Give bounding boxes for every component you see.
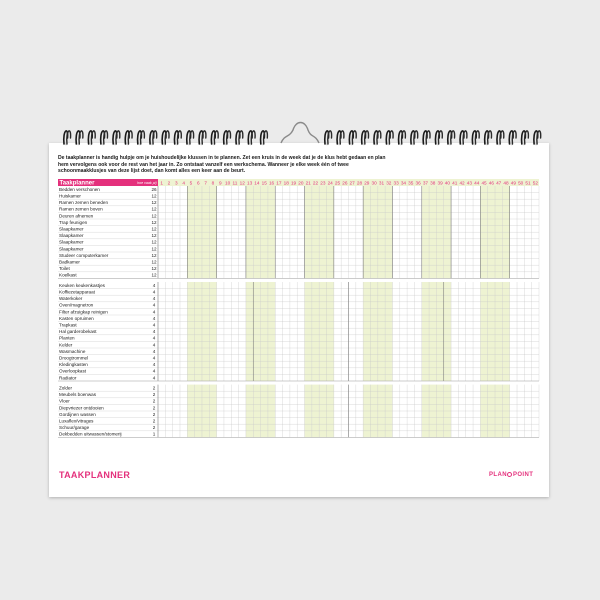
week-column-shade — [261, 282, 268, 381]
task-name: Studeer computerkamer — [59, 252, 109, 258]
binding-loop — [214, 131, 218, 144]
task-frequency: 12 — [151, 233, 157, 239]
binding-loop — [141, 131, 145, 144]
week-column-shade — [495, 282, 502, 381]
binding-loop — [426, 131, 430, 144]
task-frequency: 4 — [152, 375, 156, 381]
week-number: 40 — [444, 180, 451, 186]
week-number: 51 — [525, 180, 531, 186]
week-number: 39 — [437, 180, 443, 186]
task-frequency: 12 — [151, 193, 157, 199]
task-frequency: 12 — [151, 219, 157, 225]
week-column-shade — [305, 282, 312, 381]
task-name: Ramen zemen beneden — [59, 200, 109, 206]
task-name: Planten — [59, 335, 75, 341]
logo-ring-icon — [507, 472, 512, 477]
week-number: 47 — [496, 180, 502, 186]
week-column-shade — [187, 282, 194, 381]
week-number: 43 — [466, 180, 473, 186]
task-name: Kelder — [59, 342, 73, 348]
binding-loop — [202, 131, 206, 144]
logo-text-right: POINT — [512, 472, 534, 478]
task-name: Kledingkasten — [59, 362, 88, 368]
week-column-shade — [378, 282, 385, 381]
binding-loop — [500, 131, 504, 144]
week-number: 15 — [261, 180, 267, 186]
week-number: 12 — [239, 180, 245, 186]
week-number: 19 — [290, 180, 297, 186]
task-name: Oven/magnetron — [59, 302, 94, 308]
week-number: 21 — [305, 180, 311, 186]
week-number: 45 — [481, 180, 487, 186]
task-frequency: 2 — [152, 385, 156, 391]
binding-loop — [525, 131, 529, 144]
task-frequency: 2 — [152, 411, 156, 417]
task-frequency: 4 — [152, 289, 156, 295]
week-number: 44 — [474, 180, 480, 186]
task-name: Kasten opruimen — [59, 315, 94, 321]
table-header-freq-label: hoe vaak p/j — [137, 181, 157, 186]
task-name: Waterkoker — [59, 296, 83, 302]
week-number: 14 — [254, 180, 260, 186]
week-number: 36 — [415, 180, 421, 186]
binding-loop — [153, 131, 157, 144]
binding-loop — [402, 131, 406, 144]
week-number: 13 — [246, 180, 253, 186]
week-column-shade — [370, 282, 377, 381]
week-column-shade — [436, 282, 443, 381]
week-column-shade — [488, 282, 495, 381]
week-number: 29 — [364, 180, 370, 186]
task-name: Badkamer — [59, 259, 80, 265]
brand-logo — [489, 472, 533, 478]
spiral-wire-binding-icon — [49, 112, 549, 156]
task-name: Trap feunigen — [59, 219, 88, 225]
week-number: 48 — [503, 180, 509, 186]
week-number: 46 — [488, 180, 494, 186]
planner-table — [49, 143, 549, 497]
week-column-shade — [209, 282, 216, 381]
week-number: 22 — [312, 180, 319, 186]
table-header-label: Taakplanner — [59, 180, 95, 187]
task-name: Wasmachine — [59, 348, 86, 354]
week-column-shade — [312, 282, 319, 381]
task-frequency: 4 — [152, 282, 156, 288]
week-column-shade — [385, 282, 392, 381]
task-frequency: 2 — [152, 398, 156, 404]
week-number: 7 — [204, 180, 207, 186]
task-name: Slaapkamer — [59, 233, 84, 239]
binding-loop — [116, 131, 120, 144]
task-name: Keuken keukenkastjes — [59, 282, 105, 288]
week-number: 4 — [182, 180, 185, 186]
week-number: 3 — [175, 180, 178, 186]
binding-loop — [239, 131, 243, 144]
week-number: 30 — [371, 180, 377, 186]
task-name: Gordijnen wassen — [59, 411, 96, 417]
binding-loop — [352, 131, 356, 144]
week-column-shade — [422, 282, 429, 381]
task-name: Zolder — [59, 385, 73, 391]
binding-loop — [91, 131, 95, 144]
task-frequency: 12 — [151, 213, 157, 219]
week-number: 50 — [518, 180, 524, 186]
task-name: Dekbedden uitwassen/stomerij — [59, 431, 122, 437]
wire-hanger-icon — [281, 123, 319, 144]
task-name: Overloopkast — [59, 368, 87, 374]
week-number: 11 — [232, 180, 238, 186]
task-frequency: 12 — [151, 226, 157, 232]
task-frequency: 4 — [152, 335, 156, 341]
binding-loop — [365, 131, 369, 144]
task-frequency: 4 — [152, 348, 156, 354]
task-frequency: 4 — [152, 355, 156, 361]
week-number: 6 — [196, 180, 200, 186]
intro-text: De taakplanner is handig hulpje om je huishoudelijke klussen in te plannen. Zet een kruis in de week dat je de klus hebt gedaan en plan hem vervolgens ook voor de rest van het jaar in. Zo ontstaat vanzelf een werkschema. Wanneer je elke week één of twee schoonmaakklusjes van deze lijst doet, dan komt alles een keer aan de beurt. — [58, 155, 386, 175]
binding-loop — [475, 131, 479, 144]
task-name: Deuren afnemen — [59, 213, 94, 219]
task-name: Ramen zemen boven — [59, 206, 103, 212]
task-frequency: 12 — [151, 246, 157, 252]
week-column-shade — [202, 282, 209, 381]
week-number: 10 — [224, 180, 231, 186]
week-column-shade — [502, 282, 509, 381]
task-frequency: 4 — [152, 322, 156, 328]
task-frequency: 2 — [152, 425, 156, 431]
task-frequency: 12 — [151, 252, 157, 258]
task-name: Bedden verschonen — [59, 186, 100, 192]
task-name: Luxaflex/vitrages — [59, 418, 94, 424]
week-number: 31 — [378, 180, 385, 186]
binding-loop — [537, 131, 541, 144]
week-column-shade — [363, 282, 370, 381]
week-column-shade — [444, 282, 451, 381]
task-frequency: 4 — [152, 329, 156, 335]
task-name: Slaapkamer — [59, 226, 84, 232]
week-number: 27 — [349, 180, 355, 186]
week-column-shade — [246, 282, 253, 381]
binding-loop — [463, 131, 467, 144]
binding-loop — [67, 131, 71, 144]
week-number: 24 — [327, 180, 333, 186]
week-number: 1 — [160, 180, 163, 186]
binding-loop — [451, 131, 455, 144]
task-frequency: 12 — [151, 259, 157, 265]
binding-loop — [438, 131, 442, 144]
task-frequency: 4 — [152, 302, 156, 308]
week-number: 38 — [430, 180, 436, 186]
task-frequency: 4 — [152, 296, 156, 302]
week-column-shade — [195, 282, 202, 381]
task-frequency: 26 — [151, 186, 157, 192]
binding-loop — [177, 131, 181, 144]
binding-loop — [227, 131, 231, 144]
week-number: 35 — [408, 180, 414, 186]
task-frequency: 4 — [152, 362, 156, 368]
task-name: Koelkast — [59, 272, 77, 278]
task-frequency: 12 — [151, 239, 157, 245]
task-frequency: 2 — [152, 405, 156, 411]
week-number: 41 — [452, 180, 458, 186]
week-column-shade — [327, 282, 334, 381]
task-frequency: 12 — [151, 266, 157, 272]
week-number: 42 — [459, 180, 465, 186]
week-number: 49 — [510, 180, 516, 186]
week-number: 8 — [211, 180, 215, 186]
planner-page — [49, 143, 549, 497]
task-name: Droogtrommel — [59, 355, 89, 361]
week-column-shade — [480, 282, 487, 381]
week-number: 20 — [298, 180, 304, 186]
week-number: 34 — [400, 180, 407, 186]
task-name: Slaapkamer — [59, 239, 84, 245]
task-name: Trapkast — [59, 322, 77, 328]
task-name: Meubels boenwas — [59, 392, 97, 398]
logo-text-left: PLAN — [489, 472, 507, 478]
week-column-shade — [268, 282, 275, 381]
week-column-shade — [429, 282, 436, 381]
task-name: Toilet — [59, 266, 70, 272]
week-number: 52 — [532, 180, 538, 186]
week-number: 16 — [268, 180, 275, 186]
week-number: 32 — [386, 180, 392, 186]
task-name: Diepvriezer ontdooien — [59, 405, 104, 411]
binding-loop — [128, 131, 132, 144]
task-frequency: 12 — [151, 200, 157, 206]
week-number: 33 — [393, 180, 399, 186]
task-name: Koffiezetapparaat — [59, 289, 95, 295]
task-name: Vloer — [59, 398, 70, 404]
task-name: Huiskamer — [59, 193, 81, 199]
binding-loop — [389, 131, 393, 144]
task-frequency: 12 — [151, 206, 157, 212]
week-number: 26 — [342, 180, 348, 186]
binding-loop — [328, 131, 332, 144]
week-number: 17 — [276, 180, 282, 186]
task-frequency: 4 — [152, 315, 156, 321]
binding-loop — [414, 131, 418, 144]
week-number: 2 — [167, 180, 171, 186]
binding-loop — [190, 131, 194, 144]
week-number: 37 — [422, 180, 429, 186]
task-name: Radiator — [59, 375, 77, 381]
week-number: 18 — [283, 180, 289, 186]
task-name: Schuur/garage — [59, 425, 90, 431]
task-frequency: 1 — [152, 431, 156, 437]
task-name: Slaapkamer — [59, 246, 84, 252]
binding-loop — [79, 131, 83, 144]
binding-loop — [251, 131, 255, 144]
binding-loop — [104, 131, 108, 144]
week-number: 25 — [334, 180, 341, 186]
footer-title: TAAKPLANNER — [59, 470, 131, 480]
week-number: 28 — [356, 180, 363, 186]
binding-loop — [512, 131, 516, 144]
binding-loop — [264, 131, 268, 144]
week-column-shade — [319, 282, 326, 381]
binding-loop — [377, 131, 381, 144]
task-frequency: 4 — [152, 368, 156, 374]
binding-loop — [165, 131, 169, 144]
week-column-shade — [253, 282, 260, 381]
binding-loop — [340, 131, 344, 144]
week-number: 5 — [189, 180, 193, 186]
task-frequency: 2 — [152, 418, 156, 424]
task-frequency: 2 — [152, 392, 156, 398]
task-frequency: 4 — [152, 309, 156, 315]
binding-loop — [488, 131, 492, 144]
week-number: 23 — [320, 180, 326, 186]
task-frequency: 4 — [152, 342, 156, 348]
week-number: 9 — [218, 180, 222, 186]
task-frequency: 12 — [151, 272, 157, 278]
task-name: Filter afzuigkap reinigen — [59, 309, 108, 315]
task-name: Hal garderobekast — [59, 329, 97, 335]
